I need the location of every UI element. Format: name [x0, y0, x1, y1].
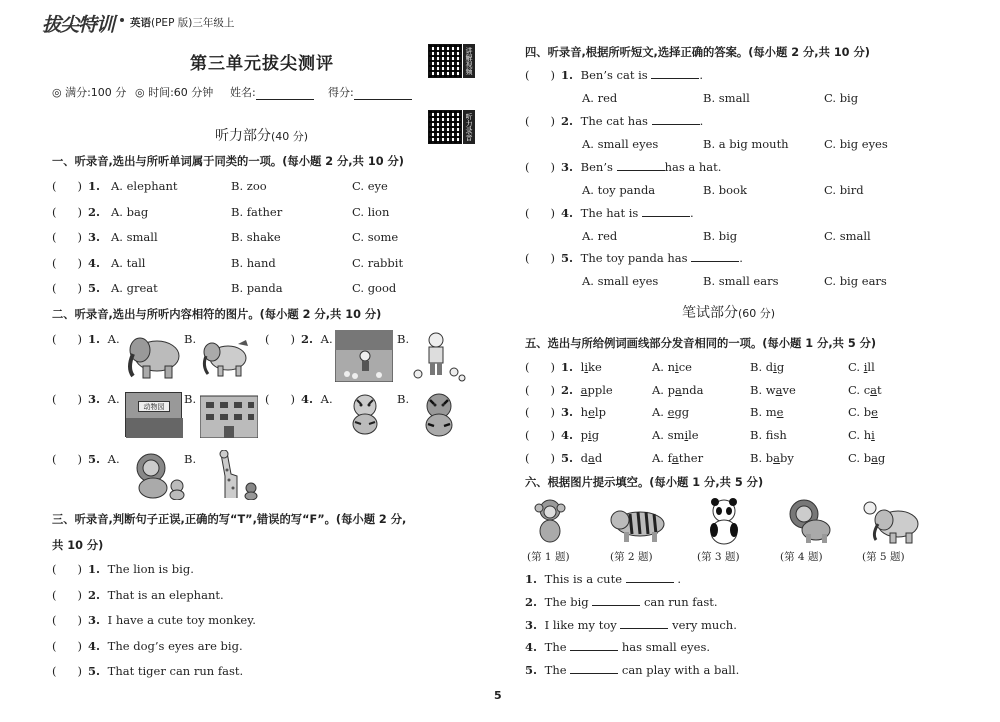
fill-blank[interactable]: [652, 114, 700, 125]
s2-option-a[interactable]: A.: [320, 332, 333, 346]
fill-blank[interactable]: [626, 572, 674, 583]
s2-option-a[interactable]: A.: [107, 392, 120, 406]
qr-tag-video: 讲解视频: [463, 44, 475, 78]
s3-question-5: ( )5. That tiger can run fast.: [52, 664, 243, 678]
s1-option-b[interactable]: B. father: [231, 205, 283, 219]
s4-option-b[interactable]: B. a big mouth: [703, 137, 789, 151]
s6-question-4: 4. The has small eyes.: [525, 640, 711, 654]
answer-blank[interactable]: [52, 281, 88, 295]
answer-blank[interactable]: [52, 205, 88, 219]
s5-example-word: dad: [580, 451, 603, 465]
s4-option-a[interactable]: A. small eyes: [582, 137, 659, 151]
answer-blank[interactable]: [52, 613, 88, 627]
s1-question-5: ( )5.: [52, 281, 100, 295]
s5-option-b[interactable]: B. baby: [750, 451, 794, 465]
picture-lion: [788, 498, 832, 544]
s5-option-c[interactable]: C. ill: [848, 360, 875, 374]
section-4-title: 四、听录音,根据所听短文,选择正确的答案。(每小题 2 分,共 10 分): [525, 46, 870, 59]
answer-blank[interactable]: [52, 588, 88, 602]
s4-option-c[interactable]: C. bird: [824, 183, 864, 197]
s5-example-word: like: [580, 360, 602, 374]
fill-blank[interactable]: [642, 206, 690, 217]
s6-question-5: 5. The can play with a ball.: [525, 663, 740, 677]
s5-question-5: ( )5. dad: [525, 451, 602, 465]
answer-blank[interactable]: [525, 451, 561, 465]
s5-option-c[interactable]: C. be: [848, 405, 878, 419]
s4-option-a[interactable]: A. red: [582, 91, 618, 105]
s2-option-b[interactable]: B.: [184, 392, 197, 406]
s1-option-a[interactable]: A. tall: [111, 256, 146, 270]
s4-option-c[interactable]: C. big: [824, 91, 859, 105]
s6-caption-4: (第 4 题): [780, 551, 823, 563]
score-field[interactable]: 得分:: [328, 84, 412, 100]
s3-question-3: ( )3. I have a cute toy monkey.: [52, 613, 256, 627]
subject-label: 英语(PEP 版)三年级上: [130, 17, 235, 29]
s4-question-1: ( )1. Ben’s cat is .: [525, 68, 703, 82]
s5-option-b[interactable]: B. fsh: [750, 428, 787, 442]
section-3-title: 三、听录音,判断句子正误,正确的写“T”,错误的写“F”。(每小题 2 分,: [52, 513, 407, 526]
answer-blank[interactable]: [525, 114, 561, 128]
section-5-title: 五、选出与所给例词画线部分发音相同的一项。(每小题 1 分,共 5 分): [525, 337, 877, 350]
fill-blank[interactable]: [570, 640, 618, 651]
section-3-title-cont: 共 10 分): [52, 539, 104, 552]
answer-blank[interactable]: [525, 428, 561, 442]
s6-question-3: 3. I like my toy very much.: [525, 618, 737, 632]
picture-elephant-with-ball: [862, 500, 922, 544]
s1-question-1: ( )1.: [52, 179, 100, 193]
answer-blank[interactable]: [525, 160, 561, 174]
answer-blank[interactable]: [525, 206, 561, 220]
s4-question-3: ( )3. Ben’s has a hat.: [525, 160, 721, 174]
s4-option-c[interactable]: C. small: [824, 229, 871, 243]
picture-elephant-large: [125, 330, 185, 380]
answer-blank[interactable]: [265, 332, 301, 346]
s6-question-2: 2. The big can run fast.: [525, 595, 718, 609]
section-1-title: 一、听录音,选出与所听单词属于同类的一项。(每小题 2 分,共 10 分): [52, 155, 404, 168]
brand-separator: [120, 18, 124, 22]
s6-question-1: 1. This is a cute .: [525, 572, 681, 586]
s3-question-4: ( )4. The dog’s eyes are big.: [52, 639, 243, 653]
picture-panda: [705, 497, 743, 545]
s6-caption-1: (第 1 题): [527, 551, 570, 563]
picture-tiger: [610, 500, 668, 544]
s2-option-b[interactable]: B.: [397, 332, 410, 346]
zoo-sign: 动物园: [138, 401, 170, 412]
s4-option-b[interactable]: B. small ears: [703, 274, 779, 288]
picture-boy-in-park: [335, 330, 393, 382]
s1-option-b[interactable]: B. shake: [231, 230, 281, 244]
s2-option-a[interactable]: A.: [320, 392, 333, 406]
s1-question-3: ( )3.: [52, 230, 100, 244]
s5-option-a[interactable]: A. nice: [652, 360, 692, 374]
s5-option-b[interactable]: B. wave: [750, 383, 796, 397]
s5-question-4: ( )4. pig: [525, 428, 599, 442]
s4-option-b[interactable]: B. big: [703, 229, 738, 243]
name-field[interactable]: 姓名:: [230, 84, 314, 100]
picture-zoo-gate: [125, 392, 182, 437]
answer-blank[interactable]: [525, 251, 561, 265]
s4-option-a[interactable]: A. toy panda: [582, 183, 656, 197]
s1-question-2: ( )2.: [52, 205, 100, 219]
picture-giraffe-and-monkey: [207, 450, 259, 500]
s1-option-b[interactable]: B. panda: [231, 281, 283, 295]
fill-blank[interactable]: [620, 618, 668, 629]
answer-blank[interactable]: [525, 383, 561, 397]
qr-code-video[interactable]: [428, 44, 462, 78]
s2-question-3: ( )3. A.: [52, 392, 120, 406]
fill-blank[interactable]: [691, 251, 739, 262]
answer-blank[interactable]: [525, 405, 561, 419]
answer-blank[interactable]: [52, 230, 88, 244]
s5-option-a[interactable]: A. panda: [652, 383, 704, 397]
s1-option-a[interactable]: A. small: [111, 230, 158, 244]
s5-option-c[interactable]: C. hi: [848, 428, 875, 442]
s2-option-a[interactable]: A.: [107, 332, 120, 346]
s2-question-1: ( )1. A.: [52, 332, 120, 346]
qr-tag-audio: 听力录音: [463, 110, 475, 144]
s1-option-b[interactable]: B. hand: [231, 256, 276, 270]
s1-option-c[interactable]: C. good: [352, 281, 397, 295]
s5-example-word: pig: [580, 428, 600, 442]
s5-option-b[interactable]: B. dig: [750, 360, 785, 374]
s3-question-2: ( )2. That is an elephant.: [52, 588, 224, 602]
brand-logo: 拔尖特训: [42, 14, 115, 36]
s5-option-b[interactable]: B. me: [750, 405, 784, 419]
s4-option-a[interactable]: A. red: [582, 229, 618, 243]
fill-blank[interactable]: [570, 663, 618, 674]
page-title: 第三单元拔尖测评: [190, 54, 334, 74]
answer-blank[interactable]: [52, 179, 88, 193]
fill-blank[interactable]: [651, 68, 699, 79]
picture-school-building: [200, 392, 258, 438]
answer-blank[interactable]: [52, 639, 88, 653]
answer-blank[interactable]: [52, 664, 88, 678]
s1-option-a[interactable]: A. great: [111, 281, 158, 295]
fill-blank[interactable]: [617, 160, 665, 171]
picture-elephant-small: [198, 336, 258, 378]
s1-option-b[interactable]: B. zoo: [231, 179, 267, 193]
picture-tiger-cub-b: [418, 392, 460, 438]
s2-question-2: ( ) 2. A.: [265, 332, 333, 346]
answer-blank[interactable]: [52, 392, 88, 406]
s4-question-4: ( )4. The hat is .: [525, 206, 694, 220]
writing-part-title: 笔试部分(60 分): [682, 305, 776, 321]
s1-option-c[interactable]: C. eye: [352, 179, 388, 193]
s5-question-1: ( )1. like: [525, 360, 602, 374]
s1-option-a[interactable]: A. elephant: [111, 179, 178, 193]
s1-option-c[interactable]: C. lion: [352, 205, 390, 219]
picture-lion-and-cat: [127, 450, 187, 500]
s4-option-b[interactable]: B. small: [703, 91, 750, 105]
s5-option-c[interactable]: C. bag: [848, 451, 886, 465]
s5-option-c[interactable]: C. cat: [848, 383, 882, 397]
s1-option-a[interactable]: A. bag: [111, 205, 149, 219]
s5-option-a[interactable]: A. egg: [652, 405, 690, 419]
listening-part-title: 听力部分(40 分): [215, 128, 309, 144]
answer-blank[interactable]: [52, 452, 88, 466]
s6-caption-2: (第 2 题): [610, 551, 653, 563]
s4-question-5: ( )5. The toy panda has .: [525, 251, 743, 265]
s2-question-4: ( ) 4. A.: [265, 392, 333, 406]
answer-blank[interactable]: [52, 562, 88, 576]
full-score: ◎ 满分:100 分: [52, 86, 127, 99]
s4-option-b[interactable]: B. book: [703, 183, 747, 197]
answer-blank[interactable]: [265, 392, 301, 406]
s5-example-word: help: [580, 405, 606, 419]
s2-option-a[interactable]: A.: [107, 452, 120, 466]
section-2-title: 二、听录音,选出与所听内容相符的图片。(每小题 2 分,共 10 分): [52, 308, 382, 321]
s4-option-a[interactable]: A. small eyes: [582, 274, 659, 288]
s1-question-4: ( )4.: [52, 256, 100, 270]
s4-option-c[interactable]: C. big ears: [824, 274, 887, 288]
s6-caption-5: (第 5 题): [862, 551, 905, 563]
s2-option-b[interactable]: B.: [397, 392, 410, 406]
picture-boy-with-ducks: [410, 330, 468, 382]
s5-option-a[interactable]: A. smile: [652, 428, 699, 442]
s4-option-c[interactable]: C. big eyes: [824, 137, 888, 151]
section-6-title: 六、根据图片提示填空。(每小题 1 分,共 5 分): [525, 476, 764, 489]
s5-example-word: apple: [580, 383, 613, 397]
qr-code-audio[interactable]: [428, 110, 462, 144]
answer-blank[interactable]: [52, 332, 88, 346]
picture-monkey: [532, 498, 568, 544]
page-number: 5: [494, 689, 502, 702]
fill-blank[interactable]: [592, 595, 640, 606]
s5-question-2: ( )2. apple: [525, 383, 613, 397]
answer-blank[interactable]: [52, 256, 88, 270]
s6-caption-3: (第 3 题): [697, 551, 740, 563]
answer-blank[interactable]: [525, 68, 561, 82]
s3-question-1: ( )1. The lion is big.: [52, 562, 194, 576]
s2-option-b[interactable]: B.: [184, 332, 197, 346]
picture-tiger-cub-a: [345, 392, 385, 436]
s4-question-2: ( )2. The cat has .: [525, 114, 703, 128]
s2-question-5: ( )5. A.: [52, 452, 120, 466]
s2-option-b[interactable]: B.: [184, 452, 197, 466]
answer-blank[interactable]: [525, 360, 561, 374]
s1-option-c[interactable]: C. some: [352, 230, 399, 244]
s1-option-c[interactable]: C. rabbit: [352, 256, 404, 270]
s5-option-a[interactable]: A. father: [652, 451, 704, 465]
time-limit: ◎ 时间:60 分钟: [135, 86, 214, 99]
s5-question-3: ( )3. help: [525, 405, 606, 419]
